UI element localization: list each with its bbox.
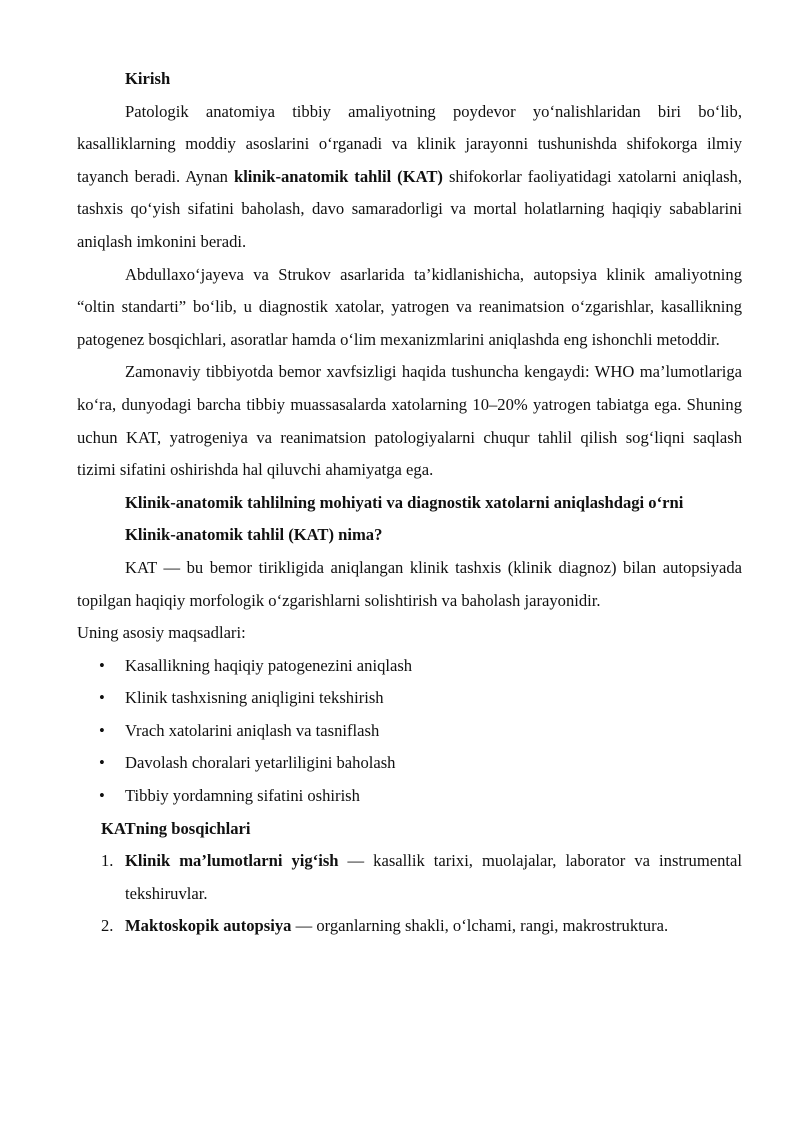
step-text: — kasallik tarixi, muolajalar, laborator va instrumental tekshiruvlar. (125, 851, 742, 903)
step-text: — organlarning shakli, o‘lchami, rangi, makrostruktura. (291, 916, 669, 936)
bullet-icon: • (99, 655, 105, 675)
step-title: Klinik ma’lumotlarni yig‘ish (125, 851, 339, 871)
goal-text: Tibbiy yordamning sifatini oshirish (125, 786, 360, 806)
list-item (77, 715, 742, 748)
section-heading: Klinik-anatomik tahlilning mohiyati va diagnostik xatolarni aniqlashdagi o‘rni (125, 492, 684, 512)
section-subheading: Klinik-anatomik tahlil (KAT) nima? (125, 525, 383, 545)
list-item (77, 650, 742, 683)
intro-p1-start: Patologik anatomiya tibbiy amaliyotning poydevor yo‘nalishlaridan biri bo‘lib, kasalliklarning moddiy asoslarini o‘rganadi va klinik jarayonni tushunishda shifokorga ilmiy tayanch beradi. Aynan (77, 101, 742, 186)
list-item (77, 747, 742, 780)
list-item (77, 845, 742, 910)
stages-list (77, 845, 742, 943)
list-item (77, 780, 742, 813)
intro-heading: Kirish (125, 69, 171, 88)
bullet-icon: • (99, 688, 105, 708)
step-number: 2. (101, 916, 114, 936)
goal-text: Vrach xatolarini aniqlash va tasniflash (125, 720, 380, 740)
document-body (77, 63, 742, 943)
goals-list (77, 650, 742, 813)
definition-paragraph: KAT — bu bemor tirikligida aniqlangan klinik tashxis (klinik diagnoz) bilan autopsiyada topilgan haqiqiy morfologik o‘zgarishlarni solishtirish va baholash jarayonidir. (77, 557, 742, 610)
step-number: 1. (101, 851, 114, 871)
goal-text: Kasallikning haqiqiy patogenezini aniqlash (125, 655, 413, 675)
bullet-icon: • (99, 786, 105, 806)
goal-text: Davolash choralari yetarliligini baholash (125, 753, 396, 773)
intro-p1-bold-term: klinik-anatomik tahlil (KAT) (233, 166, 443, 186)
intro-paragraph-3: Zamonaviy tibbiyotda bemor xavfsizligi haqida tushuncha kengaydi: WHO ma’lumotlariga ko‘ra, dunyodagi barcha tibbiy muassasalarda xatolarning 10–20% yatrogen tabiatga ega. Shuning uchun KAT, yatrogeniya va reanimatsion patologiyalarni chuqur tahlil qilish sog‘liqni saqlash tizimi sifatini oshirishda hal qiluvchi ahamiyatga ega. (77, 362, 742, 480)
bullet-icon: • (99, 753, 105, 773)
intro-paragraph-2: Abdullaxo‘jayeva va Strukov asarlarida ta’kidlanishicha, autopsiya klinik amaliyotning “oltin standarti” bo‘lib, u diagnostik xatolar, yatrogen va reanimatsion o‘zgarishlar, kasallikning patogenez bosqichlari, asoratlar hamda o‘lim mexanizmlarini aniqlashda eng ishonchli metoddir. (77, 264, 742, 349)
intro-p1-end: shifokorlar faoliyatidagi xatolarni aniqlash, tashxis qo‘yish sifatini baholash, davo samaradorligi va mortal holatlarning haqiqiy sabablarini aniqlash imkonini beradi. (77, 166, 742, 251)
step-title: Maktoskopik autopsiya (125, 916, 292, 936)
list-item (77, 910, 742, 943)
list-item (77, 682, 742, 715)
goals-label: Uning asosiy maqsadlari: (77, 623, 246, 643)
goal-text: Klinik tashxisning aniqligini tekshirish (125, 688, 384, 708)
stages-heading: KATning bosqichlari (101, 818, 251, 838)
intro-paragraph-1 (77, 96, 742, 259)
bullet-icon: • (99, 720, 105, 740)
